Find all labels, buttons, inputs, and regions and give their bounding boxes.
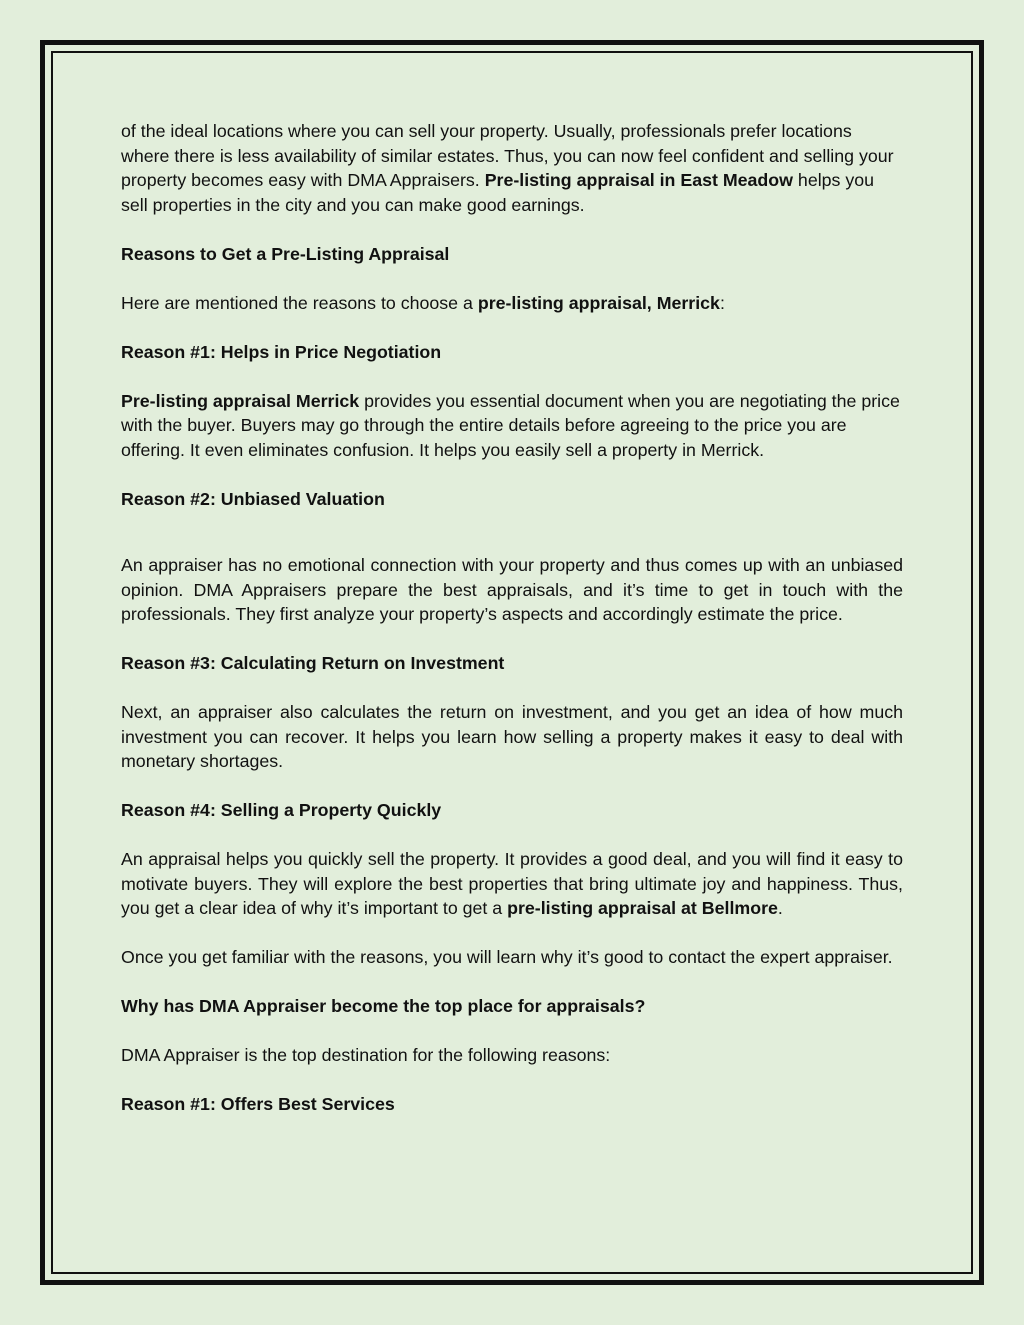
bold-keyword: Pre-listing appraisal in East Meadow: [484, 170, 793, 190]
bold-keyword: pre-listing appraisal, Merrick: [477, 292, 720, 313]
paragraph-conclusion: Once you get familiar with the reasons, you will learn why it’s good to contact the expert appraiser.: [121, 947, 893, 967]
paragraph-text: helps you sell properties in the city and you can make good earnings.: [121, 170, 875, 215]
paragraph-reason-1: [121, 389, 903, 463]
document-body: [121, 119, 903, 1141]
section-heading: Reasons to Get a Pre-Listing Appraisal: [121, 243, 450, 264]
paragraph-text: .: [777, 898, 783, 918]
paragraph-reasons-intro: [121, 291, 903, 316]
paragraph-why-intro: DMA Appraiser is the top destination for the following reasons:: [121, 1045, 611, 1065]
bold-keyword: pre-listing appraisal at Bellmore: [507, 898, 778, 918]
section-heading-why: Why has DMA Appraiser become the top place for appraisals?: [121, 996, 646, 1016]
reason-heading-services: Reason #1: Offers Best Services: [121, 1094, 395, 1114]
paragraph-text: Here are mentioned the reasons to choose a: [121, 292, 478, 313]
paragraph-text: provides you essential document when you are negotiating the price with the buyer. Buyers may go through the entire details before agreeing to the price you are offering. It even eliminates confusion. It helps you easily sell a property in Merrick.: [121, 390, 900, 460]
bold-keyword: Pre-listing appraisal Merrick: [121, 390, 360, 411]
paragraph-text: :: [719, 292, 725, 313]
paragraph-reason-3: Next, an appraiser also calculates the return on investment, and you get an idea of how much investment you can recover. It helps you learn how selling a property makes it easy to deal with monetary shortages.: [121, 702, 903, 771]
paragraph-reason-4: [121, 847, 903, 921]
reason-heading-4: Reason #4: Selling a Property Quickly: [121, 800, 442, 820]
reason-heading-3: Reason #3: Calculating Return on Investment: [121, 653, 505, 673]
paragraph-text: of the ideal locations where you can sell your property. Usually, professionals prefer locations where there is less availability of similar estates. Thus, you can now feel confident and selling your property becomes easy with DMA Appraisers.: [121, 121, 894, 190]
reason-heading-2: Reason #2: Unbiased Valuation: [121, 488, 385, 509]
paragraph-text: An appraisal helps you quickly sell the property. It provides a good deal, and you will find it easy to motivate buyers. They will explore the best properties that bring ultimate joy and happiness. Thus, you get a clear idea of why it’s important to get a: [121, 849, 903, 918]
reason-heading-1: Reason #1: Helps in Price Negotiation: [121, 341, 442, 362]
paragraph-intro: [121, 119, 903, 217]
paragraph-reason-2: An appraiser has no emotional connection with your property and thus comes up with an unbiased opinion. DMA Appraisers prepare the best appraisals, and it’s time to get in touch with the professionals. They first analyze your property’s aspects and accordingly estimate the price.: [121, 555, 903, 624]
